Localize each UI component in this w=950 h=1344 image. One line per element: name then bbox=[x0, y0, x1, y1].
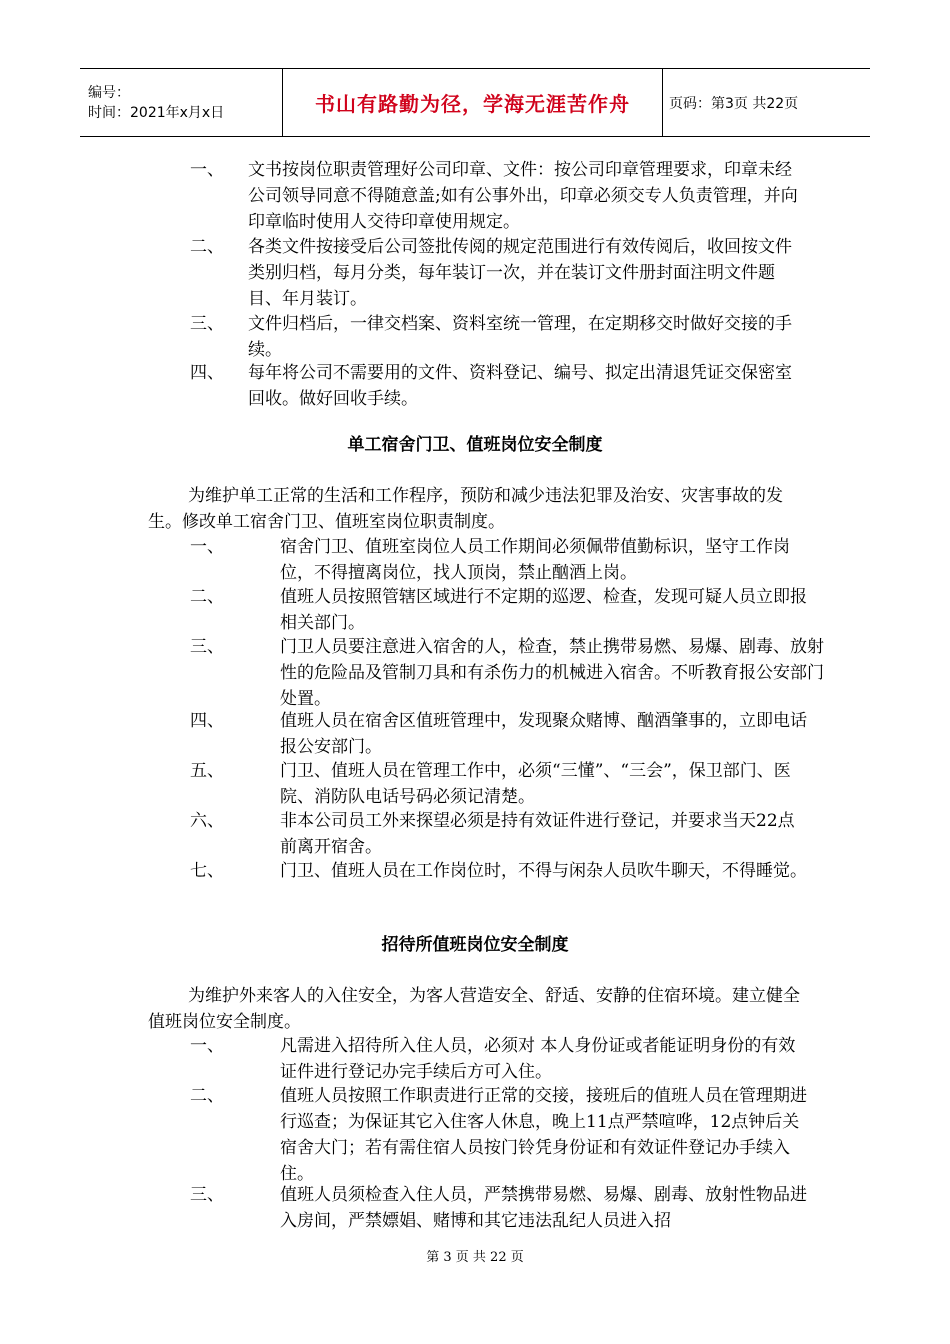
list-item-text: 值班人员按照工作职责进行正常的交接，接班后的值班人员在管理期进行巡查；为保证其它入住客人休息，晚上11点严禁喧哗，12点钟后关宿舍大门；若有需住宿人员按门铃凭身份证和有效证件登记办手续入住。 bbox=[280, 1086, 807, 1184]
header-motto-cell bbox=[283, 69, 663, 136]
list-item-number: 一、 bbox=[190, 537, 224, 557]
list-item-number: 三、 bbox=[190, 637, 224, 657]
list-item-text: 凡需进入招待所入住人员，必须对 本人身份证或者能证明身份的有效证件进行登记办完手续后方可入住。 bbox=[280, 1036, 796, 1082]
list-item-text: 值班人员须检查入住人员，严禁携带易燃、易爆、剧毒、放射性物品进入房间，严禁嫖娼、赌博和其它违法乱纪人员进入招 bbox=[280, 1185, 807, 1231]
list-item-text: 值班人员按照管辖区域进行不定期的巡逻、检查，发现可疑人员立即报相关部门。 bbox=[280, 587, 807, 633]
list-item-text: 宿舍门卫、值班室岗位人员工作期间必须佩带值勤标识，坚守工作岗位，不得擅离岗位，找人顶岗，禁止酗酒上岗。 bbox=[280, 537, 790, 583]
header-meta bbox=[80, 69, 283, 136]
list-item-number: 三、 bbox=[190, 314, 224, 334]
list-item-number: 二、 bbox=[190, 1086, 224, 1106]
document-number-label: 编号： bbox=[88, 84, 130, 101]
header-page-number: 页码：第3页 共22页 bbox=[669, 95, 799, 112]
list-item-number: 六、 bbox=[190, 811, 224, 831]
list-item-text: 文件归档后，一律交档案、资料室统一管理，在定期移交时做好交接的手续。 bbox=[248, 314, 792, 360]
list-item-text: 门卫、值班人员在管理工作中，必须“三懂”、“三会”，保卫部门、医院、消防队电话号码必须记清楚。 bbox=[280, 761, 791, 807]
list-item-text: 每年将公司不需要用的文件、资料登记、编号、拟定出清退凭证交保密室回收。做好回收手续。 bbox=[248, 363, 792, 409]
list-item-text: 非本公司员工外来探望必须是持有效证件进行登记，并要求当天22点前离开宿舍。 bbox=[280, 811, 795, 857]
list-item-number: 一、 bbox=[190, 1036, 224, 1056]
list-item-number: 五、 bbox=[190, 761, 224, 781]
list-item-text: 门卫人员要注意进入宿舍的人，检查，禁止携带易燃、易爆、剧毒、放射性的危险品及管制刀具和有杀伤力的机械进入宿舍。不听教育报公安部门处置。 bbox=[280, 637, 824, 709]
section-intro: 为维护单工正常的生活和工作程序，预防和减少违法犯罪及治安、灾害事故的发生。修改单工宿舍门卫、值班室岗位职责制度。 bbox=[148, 486, 783, 532]
page-header bbox=[80, 68, 870, 137]
header-page-cell bbox=[663, 69, 870, 136]
section-intro: 为维护外来客人的入住安全，为客人营造安全、舒适、安静的住宿环境。建立健全值班岗位安全制度。 bbox=[148, 986, 800, 1032]
list-item-number: 四、 bbox=[190, 711, 224, 731]
list-item-number: 二、 bbox=[190, 237, 224, 257]
list-item-text: 值班人员在宿舍区值班管理中，发现聚众赌博、酗酒肇事的，立即电话报公安部门。 bbox=[280, 711, 807, 757]
list-item-number: 二、 bbox=[190, 587, 224, 607]
list-item-text: 各类文件按接受后公司签批传阅的规定范围进行有效传阅后，收回按文件类别归档，每月分类，每年装订一次，并在装订文件册封面注明文件题目、年月装订。 bbox=[248, 237, 792, 309]
list-item-number: 七、 bbox=[190, 861, 224, 881]
list-item-number: 三、 bbox=[190, 1185, 224, 1205]
list-item-text: 门卫、值班人员在工作岗位时，不得与闲杂人员吹牛聊天，不得睡觉。 bbox=[280, 861, 807, 881]
list-item-text: 文书按岗位职责管理好公司印章、文件：按公司印章管理要求，印章未经公司领导同意不得随意盖;如有公事外出，印章必须交专人负责管理，并向印章临时使用人交待印章使用规定。 bbox=[248, 160, 798, 232]
motto-text: 书山有路勤为径，学海无涯苦作舟 bbox=[315, 92, 630, 116]
page-footer: 第 3 页 共 22 页 bbox=[426, 1250, 524, 1265]
list-item-number: 一、 bbox=[190, 160, 224, 180]
list-item-number: 四、 bbox=[190, 363, 224, 383]
section-title: 招待所值班岗位安全制度 bbox=[381, 935, 569, 955]
section-title: 单工宿舍门卫、值班岗位安全制度 bbox=[347, 435, 603, 455]
document-date: 时间：2021年x月x日 bbox=[88, 104, 225, 121]
